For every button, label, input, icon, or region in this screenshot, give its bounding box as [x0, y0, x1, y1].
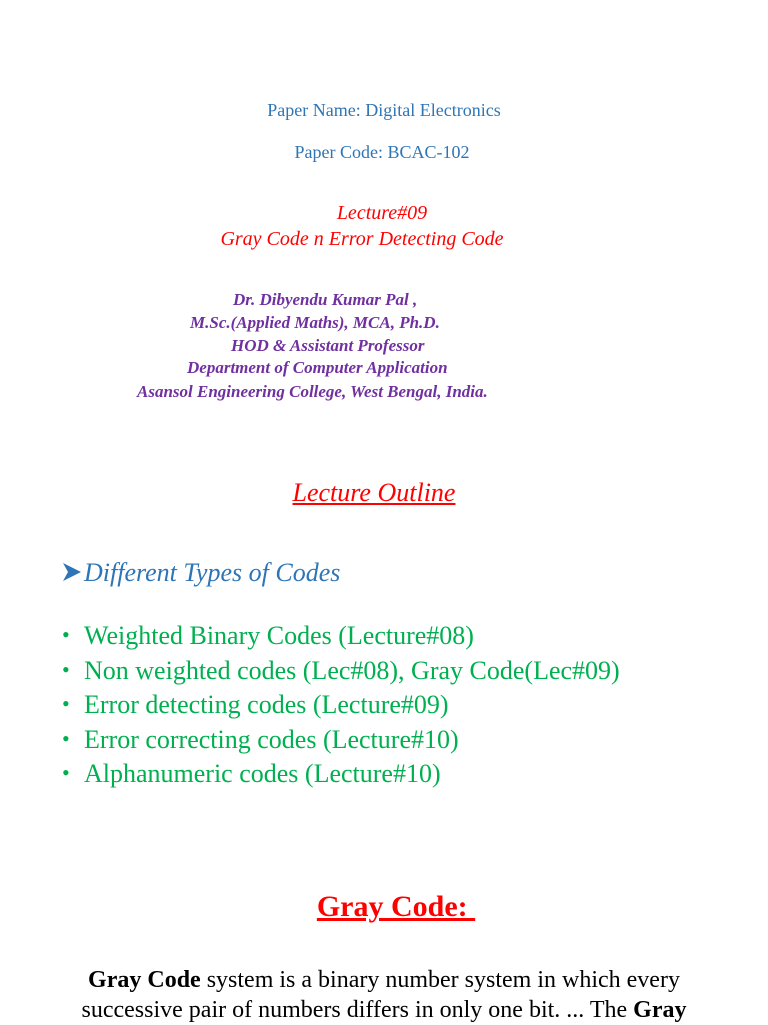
- bullet-dot-icon: •: [62, 622, 70, 647]
- arrow-bullet-icon: [62, 561, 82, 583]
- bullet-dot-icon: •: [62, 656, 70, 682]
- bullet-dot-icon: •: [62, 760, 70, 785]
- paper-code: Paper Code: BCAC-102: [294, 142, 470, 162]
- types-heading-text: Different Types of Codes: [84, 558, 341, 587]
- list-item: • Non weighted codes (Lec#08), Gray Code(Lec#09): [62, 653, 620, 688]
- list-item: • Error correcting codes (Lecture#10): [62, 722, 620, 757]
- author-qualifications: M.Sc.(Applied Maths), MCA, Ph.D.: [190, 313, 440, 332]
- bullet-dot-icon: •: [62, 725, 70, 751]
- gray-code-title: Gray Code:: [316, 890, 476, 923]
- gray-code-paragraph-line-1: Gray Code system is a binary number system in which every: [88, 967, 680, 993]
- list-item: • Error detecting codes (Lecture#09): [62, 687, 620, 722]
- types-heading: [62, 558, 340, 588]
- list-item: • Alphanumeric codes (Lecture#10): [62, 756, 620, 791]
- gray-code-paragraph-line-2: successive pair of numbers differs in only one bit. ... The Gray: [81, 997, 687, 1023]
- gray-term: Gray: [633, 997, 687, 1023]
- paper-name: Paper Name: Digital Electronics: [267, 100, 501, 120]
- lecture-title: Gray Code n Error Detecting Code: [220, 228, 504, 250]
- author-position: HOD & Assistant Professor: [231, 336, 425, 355]
- author-institution: Asansol Engineering College, West Bengal, India.: [137, 382, 488, 401]
- lecture-outline-title: Lecture Outline: [292, 478, 456, 507]
- author-name: Dr. Dibyendu Kumar Pal ,: [233, 290, 418, 309]
- bullet-dot-icon: •: [62, 691, 70, 716]
- outline-list: [62, 618, 620, 791]
- gray-code-term: Gray Code: [88, 967, 201, 993]
- author-department: Department of Computer Application: [187, 358, 448, 377]
- lecture-number: Lecture#09: [336, 202, 428, 224]
- list-item: • Weighted Binary Codes (Lecture#08): [62, 618, 620, 653]
